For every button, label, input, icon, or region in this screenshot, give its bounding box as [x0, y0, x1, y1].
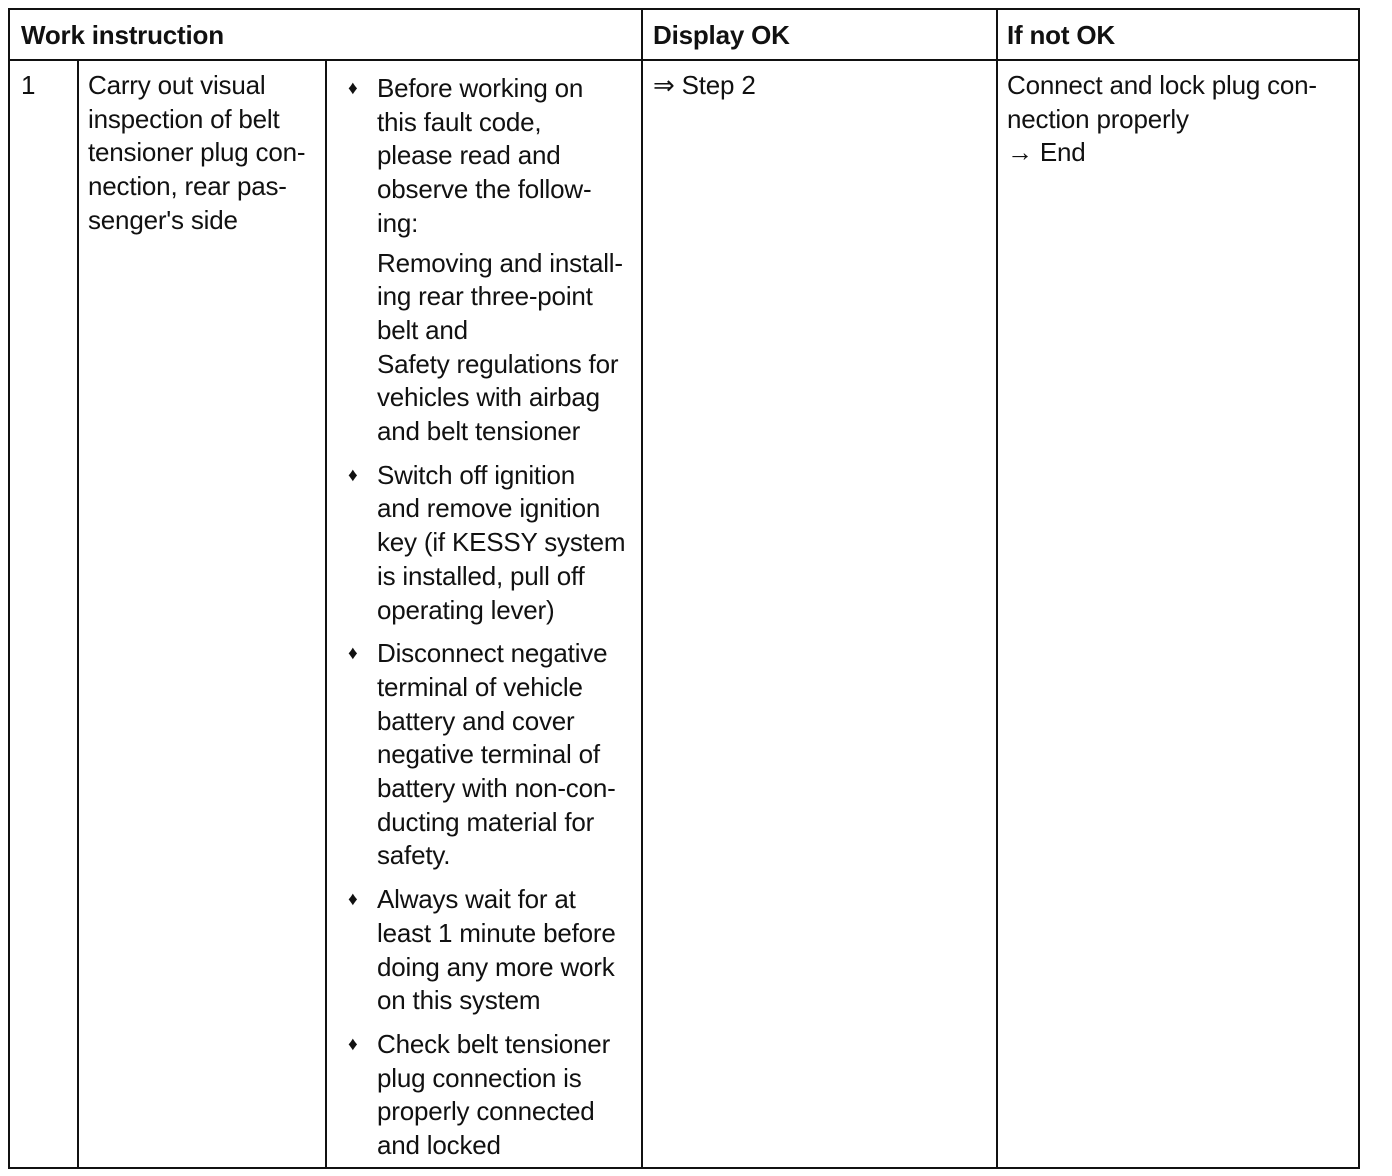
bullet-line: least 1 minute before — [377, 917, 616, 948]
bullet-line: Check belt tensioner — [377, 1028, 611, 1059]
bullet-line: Removing and install- — [377, 247, 623, 278]
diamond-bullet-icon: ♦ — [348, 889, 358, 911]
diamond-bullet-icon: ♦ — [348, 78, 358, 99]
if-not-ok-line: nection properly — [1007, 103, 1189, 134]
bullet-line: ducting material for — [377, 806, 595, 837]
bullet-line: battery and cover — [377, 705, 575, 736]
if-not-ok-line: Connect and lock plug con- — [1007, 70, 1317, 100]
step-title-line: senger's side — [88, 204, 238, 235]
bullet-line: vehicles with airbag — [377, 382, 600, 413]
instruction-bullet — [335, 637, 645, 873]
bullet-line: this fault code, — [377, 106, 542, 137]
bullet-line: Always wait for at — [377, 884, 576, 915]
bullet-line: and belt tensioner — [377, 416, 581, 447]
bullet-line: ing rear three-point — [377, 281, 593, 312]
header-work-instruction: Work instruction — [21, 20, 224, 50]
step-title-line: nection, rear pas- — [88, 171, 287, 202]
step-number: 1 — [21, 70, 36, 100]
bullet-line: on this system — [377, 985, 541, 1016]
instruction-bullet — [335, 459, 645, 628]
instruction-bullet — [335, 1028, 645, 1163]
bullet-line: observe the follow- — [377, 174, 592, 205]
bullet-line: Before working on — [377, 73, 584, 103]
step-title — [88, 69, 320, 238]
bullet-line: properly connected — [377, 1096, 595, 1127]
diamond-bullet-icon: ♦ — [348, 643, 358, 665]
bullet-line: safety. — [377, 840, 451, 871]
bullet-line: Disconnect negative — [377, 638, 608, 669]
reference-note — [377, 247, 645, 449]
bullet-line: plug connection is — [377, 1062, 582, 1093]
diamond-bullet-icon: ♦ — [348, 464, 358, 486]
instruction-bullet — [335, 883, 645, 1018]
diamond-bullet-icon: ♦ — [348, 1033, 358, 1055]
bullet-line: and locked — [377, 1130, 501, 1161]
bullet-line: doing any more work — [377, 951, 615, 982]
bullet-line: is installed, pull off — [377, 560, 585, 591]
step-title-line: Carry out visual — [88, 70, 266, 100]
header-display-ok: Display OK — [653, 20, 790, 50]
work-instruction-table — [8, 8, 1360, 1169]
bullet-line: Safety regulations for — [377, 348, 619, 379]
if-not-ok-action — [1007, 69, 1352, 170]
if-not-ok-line: → End — [1007, 137, 1086, 168]
instruction-bullet — [335, 72, 645, 449]
column-divider-step-number — [77, 59, 79, 1167]
bullet-line: Switch off ignition — [377, 459, 576, 490]
bullet-line: battery with non-con- — [377, 773, 616, 804]
bullet-line: belt and — [377, 314, 468, 345]
bullet-line: ing: — [377, 207, 419, 238]
header-if-not-ok: If not OK — [1007, 20, 1115, 50]
display-ok-action: ⇒ Step 2 — [653, 70, 756, 100]
instruction-bullet-list — [335, 72, 645, 1163]
bullet-line: operating lever) — [377, 594, 555, 625]
bullet-line: please read and — [377, 140, 561, 171]
bullet-line: negative terminal of — [377, 739, 600, 770]
step-title-line: inspection of belt — [88, 103, 280, 134]
bullet-line: key (if KESSY system — [377, 527, 626, 558]
step-title-line: tensioner plug con- — [88, 137, 306, 168]
column-divider-step-title — [325, 59, 327, 1167]
column-divider-if-not-ok — [996, 10, 998, 1167]
bullet-line: terminal of vehicle — [377, 671, 583, 702]
bullet-line: and remove ignition — [377, 493, 601, 524]
